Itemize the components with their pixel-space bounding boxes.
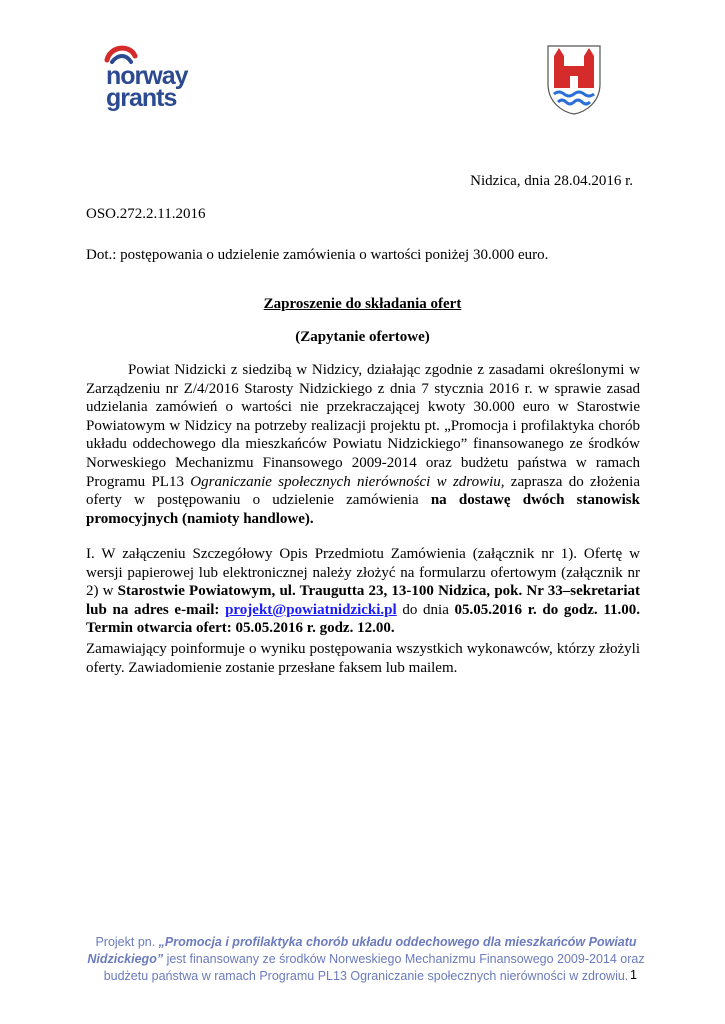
email-link[interactable]: projekt@powiatnidzicki.pl	[225, 601, 397, 618]
intro-invitation: zaprasza do złożenia oferty w postępowaniu o udzielenie zamówienia	[86, 473, 640, 509]
notification-paragraph: Zamawiający poinformuje o wyniku postępowania wszystkich wykonawców, którzy złożyli oferty. Zawiadomienie zostanie przesłane faksem lub mailem.	[86, 641, 640, 676]
order-subject: na dostawę dwóch stanowisk promocyjnych (namioty handlowe).	[86, 492, 640, 527]
reference-number: OSO.272.2.11.2016	[86, 206, 206, 222]
logo-text-grants: grants	[106, 84, 177, 112]
footer-project-name: „Promocja i profilaktyka chorób układu oddechowego dla mieszkańców Powiatu Nidzickiego”	[87, 935, 637, 966]
subject-line: Dot.: postępowania o udzielenie zamówienia o wartości poniżej 30.000 euro.	[86, 247, 549, 263]
county-coat-of-arms	[546, 44, 602, 116]
document-title: Zaproszenie do składania ofert	[263, 296, 462, 312]
document-subtitle: (Zapytanie ofertowe)	[295, 329, 430, 345]
coat-of-arms-icon	[546, 44, 602, 116]
page-number: 1	[630, 968, 637, 982]
footer-suffix: jest finansowany ze środków Norweskiego Mechanizmu Finansowego 2009-2014 oraz budżetu państwa w ramach Programu PL13 Ograniczanie społecznych nierówności w zdrowiu.	[103, 952, 645, 983]
submission-address: Starostwie Powiatowym, ul. Traugutta 23, 13-100 Nidzica, pok. Nr 33–sekretariat lub na adres e-mail:	[86, 583, 641, 618]
intro-text: Powiat Nidzicki z siedzibą w Nidzicy, działając zgodnie z zasadami określonymi w Zarządzeniu nr Z/4/2016 Starosty Nidzickiego z dnia 7 stycznia 2016 r. w sprawie zasad udzielania zamówień o wartości nie przekraczającej kwoty 30.000 euro w Starostwie Powiatowym w Nidzicy na potrzeby realizacji projektu pt. „Promocja i profilaktyka chorób układu oddechowego dla mieszkańców Powiatu Nidzickiego” finansowanego ze środków Norweskiego Mechanizmu Finansowego 2009-2014 oraz budżetu państwa w ramach Programu PL13	[86, 362, 640, 490]
program-name: Ograniczanie społecznych nierówności w zdrowiu,	[190, 473, 505, 490]
footer-prefix: Projekt pn.	[95, 935, 159, 949]
intro-paragraph	[86, 361, 640, 528]
deadline-prefix: do dnia	[396, 601, 455, 618]
place-and-date: Nidzica, dnia 28.04.2016 r.	[470, 173, 633, 189]
submission-text: I. W załączeniu Szczegółowy Opis Przedmiotu Zamówienia (załącznik nr 1). Ofertę w wersji papierowej lub elektronicznej należy złożyć na formularzu ofertowym (załącznik nr 2) w	[86, 546, 640, 600]
deadline-text: 05.05.2016 r. do godz. 11.00. Termin otwarcia ofert: 05.05.2016 r. godz. 12.00.	[86, 601, 640, 637]
footer-note	[86, 934, 646, 985]
submission-paragraph	[86, 545, 640, 638]
logo-text-norway: norway	[106, 62, 188, 90]
norway-grants-logo	[96, 42, 206, 112]
